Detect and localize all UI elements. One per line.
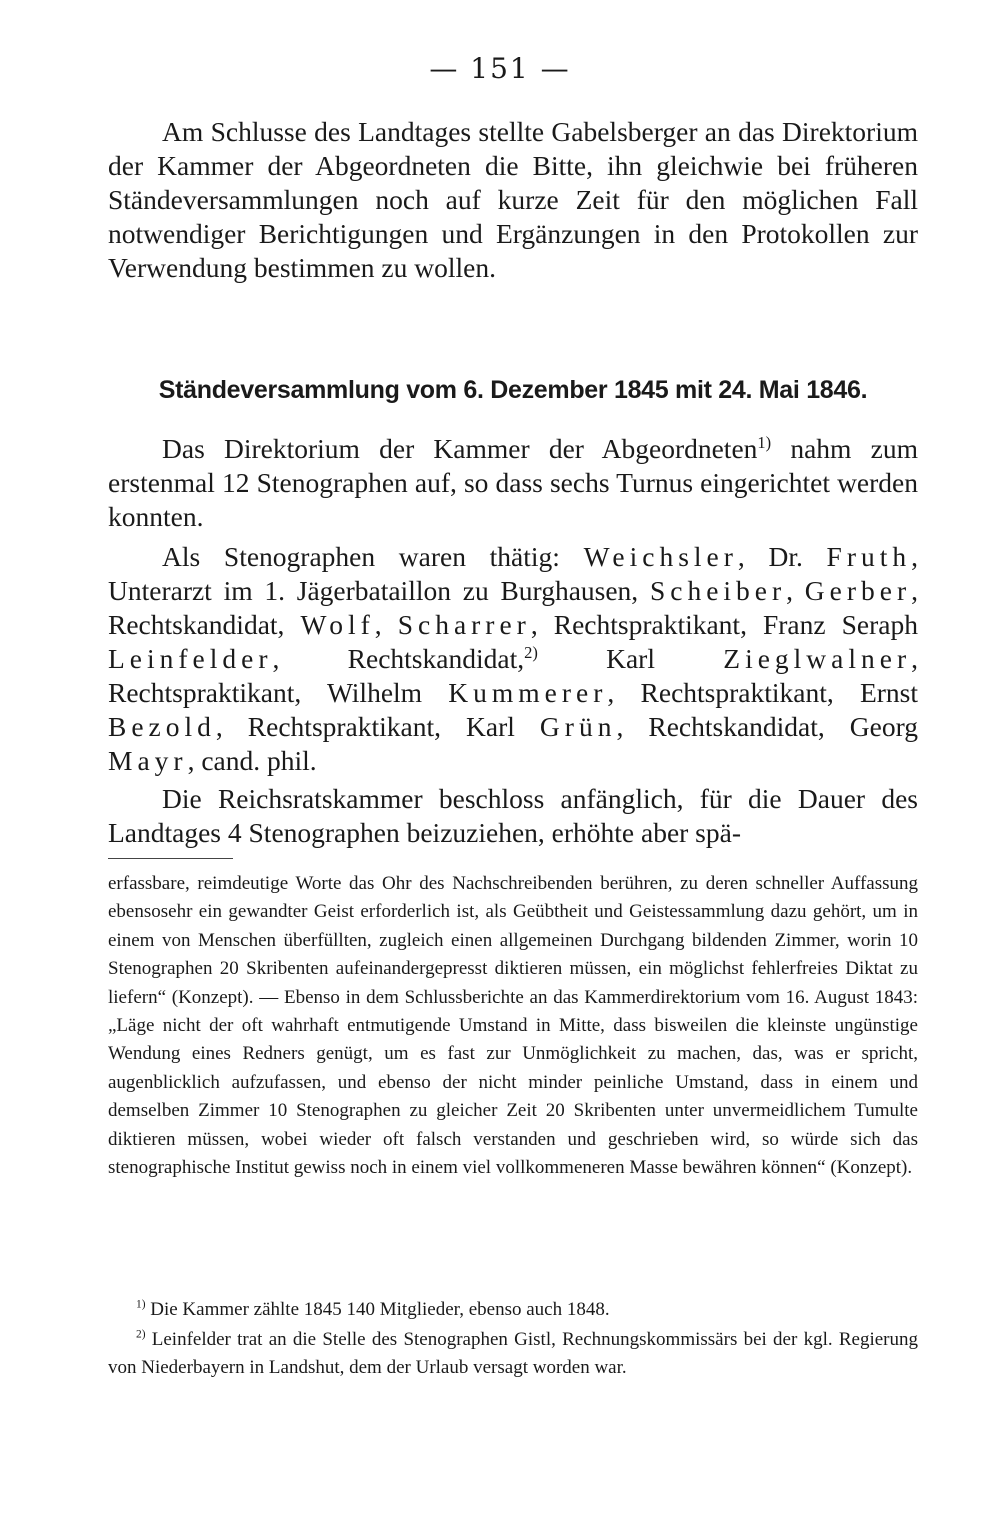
name-spaced: Gerber: [804, 575, 912, 606]
text: , Rechtskandidat,: [272, 643, 525, 674]
footnote-text: Leinfelder trat an die Stelle des Stenographen Gistl, Rechnungskommissärs bei der kgl. Regierung von Niederbayern in Landshut, dem der Urlaub versagt worden war.: [108, 1329, 918, 1379]
section-heading: Ständeversammlung vom 6. Dezember 1845 mit 24. Mai 1846.: [158, 376, 868, 404]
name-spaced: Weichsler: [583, 541, 738, 572]
text: , Rechtspraktikant, Wilhelm: [108, 643, 918, 708]
name-spaced: Kummerer: [448, 677, 608, 708]
name-spaced: Zieglwalner: [723, 643, 912, 674]
footnote-mark: 2): [136, 1328, 146, 1341]
paragraph-direktorium: [108, 432, 918, 534]
name-spaced: Grün: [539, 711, 617, 742]
name-spaced: Fruth: [826, 541, 912, 572]
name-spaced: Mayr: [108, 745, 188, 776]
footnote-1: [108, 1296, 918, 1324]
footnote-2: [108, 1326, 918, 1383]
footnote-text: Die Kammer zählte 1845 140 Mitglieder, ebenso auch 1848.: [145, 1299, 610, 1320]
text: ,: [374, 609, 398, 640]
footnote-ref-1: 1): [757, 432, 772, 452]
text: , cand. phil.: [187, 745, 317, 776]
text: , Rechtspraktikant, Franz Seraph: [530, 609, 918, 640]
paragraph-text: nahm zum erstenmal 12 Stenographen auf, so dass sechs Turnus eingerichtet werden konnten.: [108, 433, 918, 532]
name-spaced: Scheiber: [649, 575, 787, 606]
name-spaced: Scharrer: [397, 609, 531, 640]
name-spaced: Wolf: [300, 609, 375, 640]
text: , Unterarzt im 1. Jägerbataillon zu Burghausen,: [108, 541, 919, 606]
paragraph-text: Das Direktorium der Kammer der Abgeordneten: [162, 433, 758, 464]
footnote-ref-2: 2): [524, 642, 538, 662]
text: ,: [786, 575, 805, 606]
text: , Dr.: [737, 541, 827, 572]
text: Karl: [537, 643, 724, 674]
page-number: — 151 —: [429, 52, 571, 85]
footnote-divider: [108, 858, 233, 859]
paragraph-reichsratskammer: Die Reichsratskammer beschloss anfänglich, für die Dauer des Landtages 4 Stenographen beizuziehen, erhöhte aber spä-: [108, 783, 918, 848]
text: , Rechtspraktikant, Karl: [215, 711, 540, 742]
text: , Rechtskandidat,: [108, 575, 919, 640]
footnote-continuation: erfassbare, reimdeutige Worte das Ohr des Nachschreibenden berühren, zu deren schneller Auffassung ebensosehr ein gewandter Geist erforderlich ist, als Geübtheit und Geistessammlung dazu gehört, um in einem von Menschen überfüllten, zugleich einen allgemeinen Durchgang bildenden Zimmer, worin 10 Stenographen 20 Skribenten aufeinandergepresst diktieren müssen, ein möglichst fehlerfreies Diktat zu liefern“ (Konzept). — Ebenso in dem Schlussberichte an das Kammerdirektorium vom 16. August 1843: „Läge nicht der oft wahrhaft entmutigende Umstand in Mitte, dass bisweilen die kleinste ungünstige Wendung eines Redners genügt, um es fast zur Unmöglichkeit zu machen, das, was er spricht, augenblicklich aufzufassen, und ebenso der nicht minder peinliche Umstand, dass in einem und demselben Zimmer 10 Stenographen zu gleicher Zeit 20 Skribenten unter unvermeidlichem Tumulte diktieren müssen, wobei wieder oft falsch verstanden und geschrieben wird, so würde sich das stenographische Institut gewiss noch in einem viel vollkommeneren Masse bewähren können“ (Konzept).: [108, 873, 918, 1179]
paragraph-gabelsberger-request: Am Schlusse des Landtages stellte Gabelsberger an das Direktorium der Kammer der Abgeordneten die Bitte, ihn gleichwie bei früheren Ständeversammlungen noch auf kurze Zeit für den möglichen Fall notwendiger Berichtigungen und Ergänzungen in den Protokollen zur Verwendung bestimmen zu wollen.: [108, 116, 918, 283]
footnote-mark: 1): [136, 1298, 146, 1311]
text: , Rechtspraktikant, Ernst: [607, 677, 919, 708]
text: Als Stenographen waren thätig:: [162, 541, 584, 572]
name-spaced: Bezold: [108, 711, 216, 742]
name-spaced: Leinfelder: [108, 643, 273, 674]
paragraph-stenographers-list: [108, 540, 918, 778]
text: , Rechtskandidat, Georg: [616, 711, 919, 742]
